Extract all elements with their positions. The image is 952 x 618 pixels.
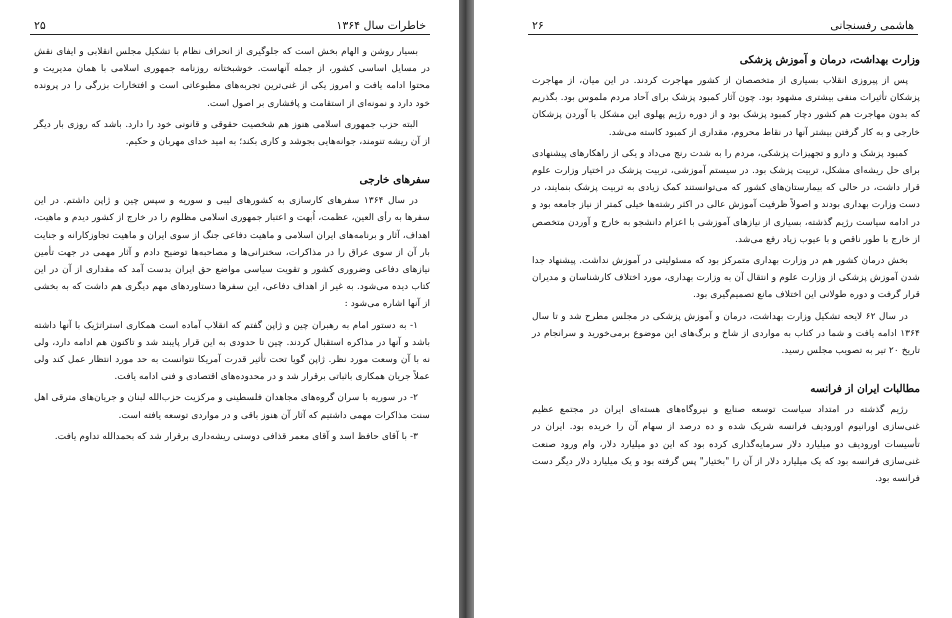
section-heading-france-claims: مطالبات ایران از فرانسه	[810, 383, 920, 396]
paragraph: در سال ۶۲ لایحه تشکیل وزارت بهداشت، درمان و آموزش پزشکی در مجلس مطرح شد و تا سال ۱۳۶۴ ادامه یافت و شما در کتاب به مواردی از شاخ و برگ‌های این موضوع برمی‌خورید و سرانجام در تاریخ ۲۰ تیر به تصویب مجلس رسید.	[532, 310, 920, 357]
left-page-header	[30, 18, 430, 35]
paragraph: کمبود پزشک و دارو و تجهیزات پزشکی، مردم را به شدت رنج می‌داد و یکی از راهکارهای پیشنهادی برای حل ریشه‌ای مشکل، تربیت پزشک بود. در سیستم آموزشی، تربیت پزشک در اختیار وزارت علوم قرار داشت، در حالی که بیمارستان‌های کشور که می‌توانستند کمک زیادی به تربیت پزشک بنمایند، در دست وزارت بهداری بودند و اصولاً ظرفیت آموزش عالی در اکثر رشته‌ها خیلی کمتر از نیاز جامعه بود و در ادامه سیاست رژیم گذشته، بسیاری از نیازهای آموزشی با اعزام دانشجو به خارج و آوردن متخصص از خارج با طور ناقص و با عیوب زیاد رفع می‌شد.	[531, 147, 920, 245]
paragraph: ۳- با آقای حافظ اسد و آقای معمر قذافی دوستی ریشه‌داری برقرار شد که بحمدالله تداوم یافت.	[54, 430, 418, 442]
paragraph: بسیار روشن و الهام بخش است که جلوگیری از انحراف نظام با تشکیل مجلس انقلابی و ایفای نقش در مسایل اساسی کشور، از جمله آنهاست. خوشبختانه روزنامه جمهوری اسلامی با همان مدیریت و محتوا ادامه یافت و امروز یکی از غنی‌ترین تجربه‌های مطبوعاتی است و افتخارات بزرگی را در پرونده خود دارد و نمونه‌ای از استقامت و پافشاری بر اصول است.	[34, 46, 430, 109]
book-spine-gutter	[459, 0, 474, 618]
right-page-body	[532, 46, 920, 491]
right-running-title: هاشمی رفسنجانی	[830, 19, 914, 32]
paragraph: ۲- در سوریه با سران گروه‌های مجاهدان فلسطینی و مرکزیت حزب‌الله لبنان و جریان‌های مترقی اهل سنت مذاکرات مهمی داشتیم که آثار آن هنوز باقی و در مواردی توسعه یافته است.	[34, 392, 430, 421]
left-page	[0, 0, 459, 618]
paragraph: ۱- به دستور امام به رهبران چین و ژاپن گفتم که انقلاب آماده است همکاری استراتژیک با آنها داشته باشد و آنها در مذاکره استقبال کردند. چین تا حدودی به این قرار پایبند شد و تاکنون هم ادامه دارد، ولی نه با آن وسعت مورد نظر. ژاپن گویا تحت تأثیر قدرت آمریکا نتوانست به حد مورد انتظار عمل کند ولی عملاً جریان همکاری باثباتی برقرار شد و در محدوده‌های اقتصادی و فنی ادامه یافت.	[34, 319, 430, 383]
right-page-number: ۲۶	[532, 19, 544, 32]
left-page-body	[34, 43, 430, 449]
left-page-number: ۲۵	[34, 19, 46, 32]
left-running-title: خاطرات سال ۱۳۶۴	[336, 19, 426, 32]
right-page	[474, 0, 952, 618]
section-heading-health-ministry: وزارت بهداشت، درمان و آموزش پزشکی	[739, 54, 920, 66]
paragraph: بخش درمان کشور هم در وزارت بهداری متمرکز بود که مسئولیتی در آموزش نداشت. پیشنهاد جدا شدن آموزش پزشکی از وزارت علوم و انتقال آن به وزارت بهداری، مورد اختلاف کارشناسان و مدیران قرار گرفت و دوره طولانی این اختلاف مانع تصمیم‌گیری بود.	[532, 255, 920, 301]
right-page-header	[528, 18, 918, 35]
paragraph: رژیم گذشته در امتداد سیاست توسعه صنایع و نیروگاه‌های هسته‌ای ایران در مجتمع عظیم غنی‌سازی اورانیوم اورودیف فرانسه شریک شده و ده درصد از سهام آن را خریده بود. ایران در تأسیسات اورودیف دو میلیارد دلار سرمایه‌گذاری کرده بود که این دو میلیارد دلار، وام ورود صنعت غنی‌سازی فرانسه بود که یک میلیارد دلار از آن را "بختیار" پس گرفته بود و یک میلیارد دلار دیگر دست فرانسه بود.	[532, 404, 920, 485]
section-heading-foreign-trips: سفرهای خارجی	[359, 174, 430, 187]
paragraph: البته حزب جمهوری اسلامی هنوز هم شخصیت حقوقی و قانونی خود را دارد. باشد که روزی بار دیگر از آن ریشه تنومند، جوانه‌هایی بجوشد و کاری بکند؛ به امید خدای مهربان و حکیم.	[34, 118, 430, 148]
paragraph: پس از پیروزی انقلاب بسیاری از متخصصان از کشور مهاجرت کردند. در این میان، از مهاجرت پزشکان تأثیرات منفی بیشتری مشهود بود. چون آثار کمبود پزشک برای آحاد مردم ملموس بود. بگذریم که بدون مهاجرت هم کشور دچار کمبود پزشک بود و از دوره رژیم پهلوی این مشکل با آوردن پزشکان خارجی و به کار گرفتن بیشتر آنها در نقاط محروم، مقداری از کمبود کاسته می‌شد.	[532, 75, 920, 138]
paragraph: در سال ۱۳۶۴ سفرهای کارسازی به کشورهای لیبی و سوریه و سپس چین و ژاپن داشتم. در این سفرها به رأی العین، عظمت، اُبهت و اعتبار جمهوری اسلامی مظلوم را در خارج از کشور دیدم و ماهیت، اهداف، آثار و برنامه‌های ایران اسلامی و ماهیت دفاعی جنگ از سوی ایران و ماهیت تجاوزکارانه و جنایت بار آن از سوی عراق را در مذاکرات، سخنرانی‌ها و مصاحبه‌ها توضیح دادم و آثار مهمی در جهت تأمین نیازهای دفاعی وضروری کشور و تقویت سیاسی مواضع حق ایران بدست آمد که مقداری از آن در این کتاب دیده می‌شود. به غیر از اهداف دفاعی، این سفرها دستاوردهای مهم دیگری هم داشت که به بخشی از آنها اشاره می‌شود :	[34, 195, 430, 310]
